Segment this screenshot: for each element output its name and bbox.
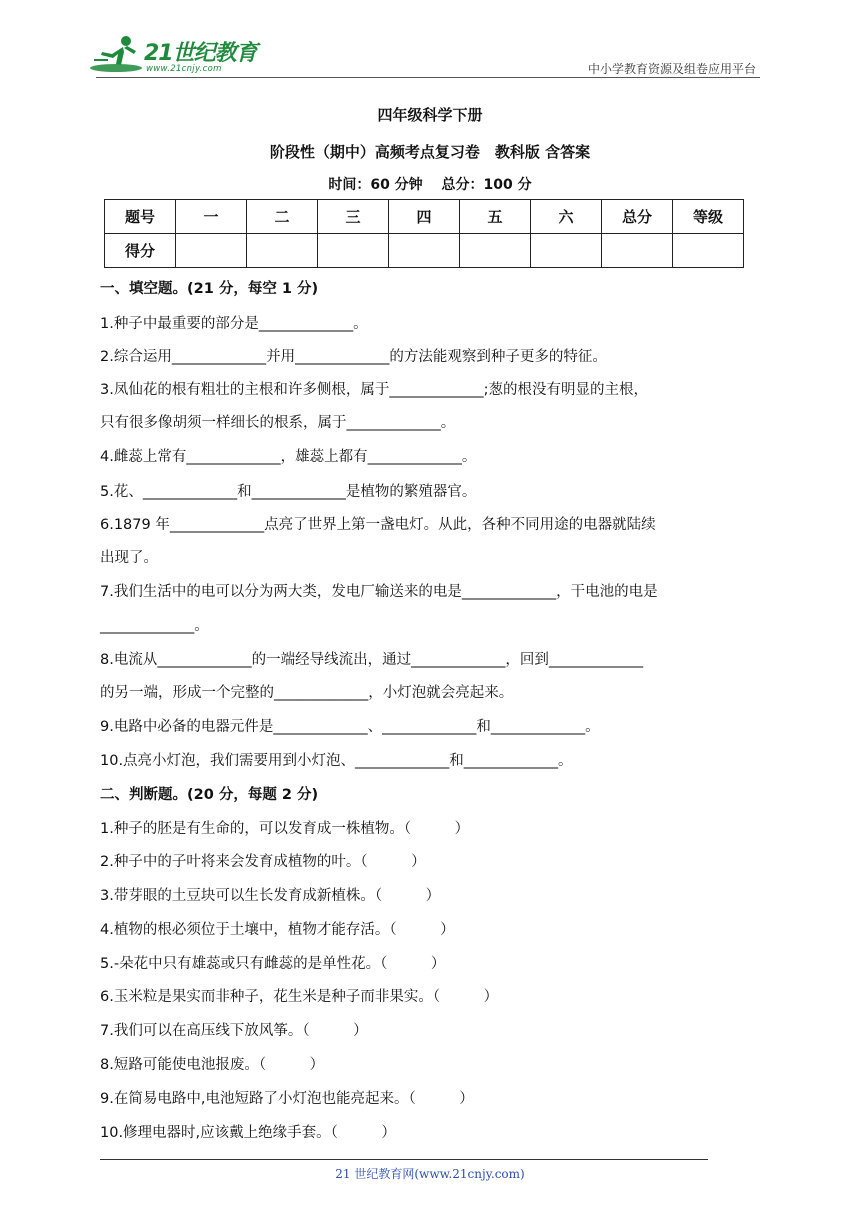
- question-line: 10.修理电器时,应该戴上绝缘手套。（ ）: [100, 1125, 396, 1141]
- question-line: 3.凤仙花的根有粗壮的主根和许多侧根，属于_____________;葱的根没有明显的主根，: [100, 382, 648, 398]
- score-cell[interactable]: [176, 234, 247, 268]
- header-platform-text: 中小学教育资源及组卷应用平台: [587, 62, 756, 76]
- footer-link[interactable]: 21 世纪教育网(www.21cnjy.com): [335, 1167, 525, 1181]
- score-cell[interactable]: [673, 234, 744, 268]
- question-line: 6.1879 年_____________点亮了世界上第一盏电灯。从此，各种不同用途的电器就陆续: [100, 517, 656, 533]
- question-line: 2.种子中的子叶将来会发育成植物的叶。（ ）: [100, 854, 426, 870]
- question-line: 出现了。: [100, 550, 158, 566]
- score-table-header-cell: 总分: [602, 200, 673, 234]
- logo-url: www.21cnjy.com: [146, 64, 222, 74]
- question-line: 只有很多像胡须一样细长的根系，属于_____________。: [100, 415, 456, 431]
- score-table-score-row: [105, 234, 744, 268]
- question-line: 的另一端，形成一个完整的_____________，小灯泡就会亮起来。: [100, 685, 514, 701]
- score-cell[interactable]: [460, 234, 531, 268]
- score-cell[interactable]: [247, 234, 318, 268]
- score-cell[interactable]: [531, 234, 602, 268]
- exam-subtitle: 阶段性（期中）高频考点复习卷 教科版 含答案: [269, 143, 591, 161]
- score-table-header-cell: 五: [460, 200, 531, 234]
- score-cell[interactable]: [389, 234, 460, 268]
- question-line: 4.植物的根必须位于土壤中，植物才能存活。（ ）: [100, 922, 455, 938]
- score-table-header-cell: 二: [247, 200, 318, 234]
- score-row-label: 得分: [105, 234, 176, 268]
- question-line: _____________。: [100, 618, 209, 634]
- score-table: [104, 199, 744, 268]
- runner-logo-icon: [90, 34, 146, 74]
- score-table-header-cell: 三: [318, 200, 389, 234]
- score-cell[interactable]: [318, 234, 389, 268]
- site-logo[interactable]: [90, 30, 260, 78]
- header-divider: [96, 77, 760, 78]
- logo-text: 21世纪教育: [144, 41, 257, 66]
- score-table-header-cell: 等级: [673, 200, 744, 234]
- question-line: 9.在简易电路中,电池短路了小灯泡也能亮起来。（ ）: [100, 1091, 474, 1107]
- question-line: 1.种子的胚是有生命的，可以发育成一株植物。（ ）: [100, 821, 470, 837]
- question-line: 1.种子中最重要的部分是_____________。: [100, 316, 368, 332]
- question-line: 9.电路中必备的电器元件是_____________、_____________和_____________。: [100, 719, 600, 735]
- question-line: 8.短路可能使电池报废。（ ）: [100, 1057, 325, 1073]
- question-line: 7.我们生活中的电可以分为两大类，发电厂输送来的电是_____________，干电池的电是: [100, 584, 658, 600]
- score-table-header-row: [105, 200, 744, 234]
- question-line: 3.带芽眼的土豆块可以生长发育成新植株。（ ）: [100, 888, 441, 904]
- score-cell[interactable]: [602, 234, 673, 268]
- question-line: 5.-朵花中只有雄蕊或只有雌蕊的是单性花。（ ）: [100, 956, 446, 972]
- section-heading-true-false: 二、判断题。(20 分，每题 2 分): [100, 787, 319, 803]
- footer-divider: [100, 1159, 708, 1160]
- grade-title: 四年级科学下册: [377, 106, 483, 124]
- question-line: 6.玉米粒是果实而非种子，花生米是种子而非果实。（ ）: [100, 989, 499, 1005]
- question-line: 5.花、_____________和_____________是植物的繁殖器官。: [100, 484, 477, 500]
- question-line: 7.我们可以在高压线下放风筝。（ ）: [100, 1023, 368, 1039]
- question-line: 2.综合运用_____________并用_____________的方法能观察到种子更多的特征。: [100, 349, 607, 365]
- score-table-header-cell: 六: [531, 200, 602, 234]
- score-table-header-cell: 一: [176, 200, 247, 234]
- question-line: 4.雌蕊上常有_____________，雄蕊上都有_____________。: [100, 449, 477, 465]
- question-line: 8.电流从_____________的一端经导线流出，通过_____________，回到_____________: [100, 652, 644, 668]
- section-heading-fill-blank: 一、填空题。(21 分，每空 1 分): [100, 281, 319, 297]
- score-table-header-cell: 题号: [105, 200, 176, 234]
- time-score-line: 时间：60 分钟 总分：100 分: [328, 177, 532, 193]
- question-line: 10.点亮小灯泡，我们需要用到小灯泡、_____________和_____________。: [100, 753, 573, 769]
- page-header: [90, 30, 760, 78]
- score-table-header-cell: 四: [389, 200, 460, 234]
